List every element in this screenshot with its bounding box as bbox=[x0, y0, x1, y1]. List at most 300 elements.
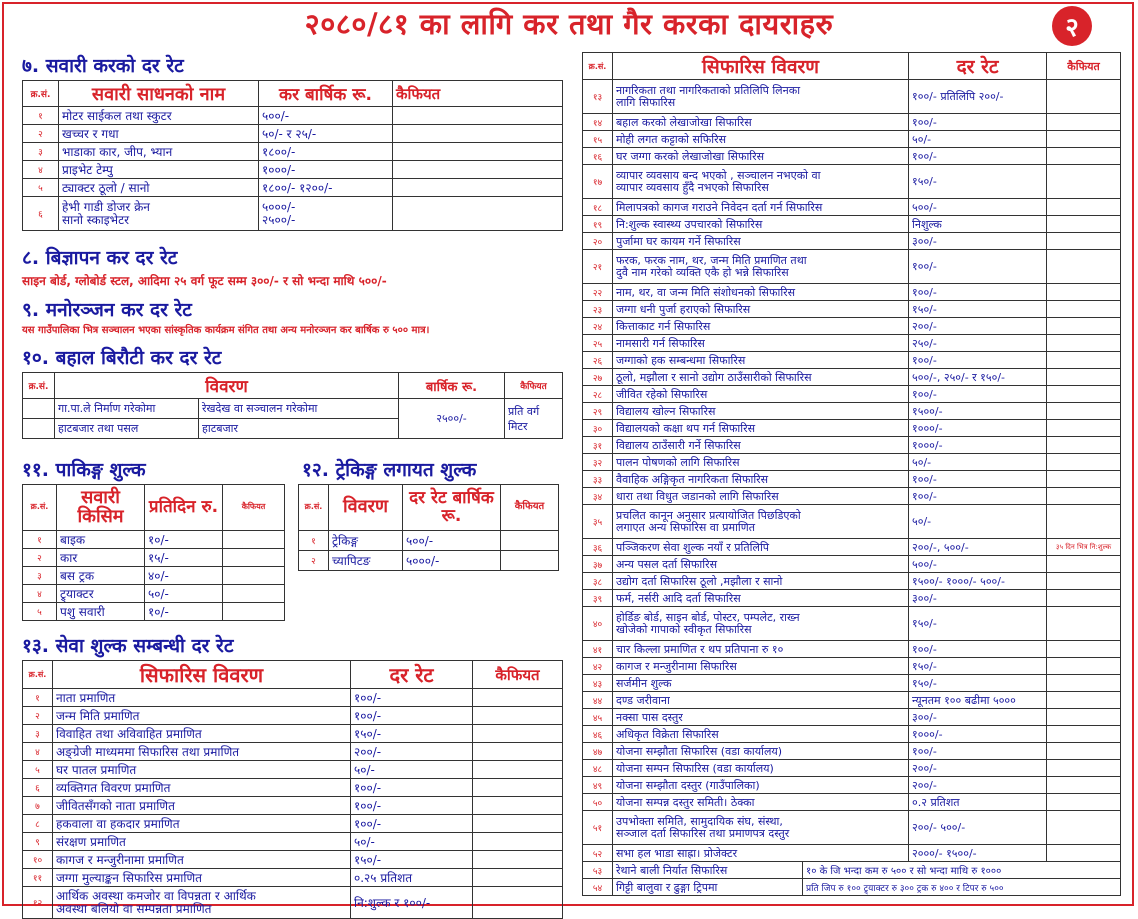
table-row bbox=[583, 743, 1121, 760]
row-remark bbox=[501, 531, 559, 551]
row-remark bbox=[223, 567, 285, 585]
row-sn: ३० bbox=[583, 420, 613, 437]
row-sn: १२ bbox=[23, 887, 53, 919]
table-row bbox=[583, 335, 1121, 352]
row-sn: ५ bbox=[23, 761, 53, 779]
row-remark bbox=[1047, 233, 1121, 250]
row-sn: २७ bbox=[583, 369, 613, 386]
row-desc: कित्ताकाट गर्न सिफारिस bbox=[613, 318, 909, 335]
row-remark bbox=[1047, 454, 1121, 471]
row-rate: २००/- bbox=[909, 318, 1047, 335]
row-desc: व्यक्तिगत विवरण प्रमाणित bbox=[53, 779, 351, 797]
row-rate: ५००/- bbox=[909, 556, 1047, 573]
rent-remark: प्रति वर्ग मिटर bbox=[505, 399, 563, 439]
row-sn: ५२ bbox=[583, 845, 613, 862]
row-remark bbox=[1047, 471, 1121, 488]
table-row bbox=[583, 590, 1121, 607]
row-rate: १००/- bbox=[351, 707, 473, 725]
table-row bbox=[583, 250, 1121, 284]
table-row bbox=[23, 725, 563, 743]
row-remark bbox=[393, 107, 563, 125]
row-remark bbox=[1047, 369, 1121, 386]
row-sn: ४ bbox=[23, 585, 57, 603]
table-row bbox=[23, 761, 563, 779]
row-rate: १८००/- bbox=[259, 143, 393, 161]
table-row bbox=[583, 811, 1121, 845]
row-sn: ७ bbox=[23, 797, 53, 815]
row-sn: ३५ bbox=[583, 505, 613, 539]
row-remark bbox=[1047, 505, 1121, 539]
table-row bbox=[583, 318, 1121, 335]
service-fee-table bbox=[22, 660, 563, 919]
row-desc: संरक्षण प्रमाणित bbox=[53, 833, 351, 851]
row-rate: १००/- bbox=[909, 352, 1047, 369]
row-remark bbox=[1047, 80, 1121, 114]
row-rate: १५०/- bbox=[909, 301, 1047, 318]
row-remark bbox=[1047, 692, 1121, 709]
table-row bbox=[583, 386, 1121, 403]
row-sn: १४ bbox=[583, 114, 613, 131]
row-sn: ५३ bbox=[583, 862, 613, 879]
row-desc: सभा हल भाडा साह्रा। प्रोजेक्टर bbox=[613, 845, 909, 862]
row-remark bbox=[1047, 675, 1121, 692]
tr-header-2: दर रेट bbox=[909, 53, 1047, 80]
row-rate: १५०/- bbox=[351, 725, 473, 743]
table-row bbox=[583, 607, 1121, 641]
row-remark bbox=[1047, 352, 1121, 369]
table-row bbox=[23, 549, 285, 567]
row-rate: १०००/- bbox=[909, 437, 1047, 454]
row-rate: १००/- bbox=[351, 797, 473, 815]
row-desc: नाता प्रमाणित bbox=[53, 689, 351, 707]
t11-header-2: प्रतिदिन रु. bbox=[145, 485, 223, 531]
row-sn: ४५ bbox=[583, 709, 613, 726]
row-desc: घर जग्गा करको लेखाजोखा सिफारिस bbox=[613, 148, 909, 165]
table-row bbox=[583, 845, 1121, 862]
row-rate: ५००/- bbox=[909, 199, 1047, 216]
row-rate: ०.२५ प्रतिशत bbox=[351, 869, 473, 887]
row-remark bbox=[1047, 216, 1121, 233]
row-rate: १५/- bbox=[145, 549, 223, 567]
table-row bbox=[23, 851, 563, 869]
table-row bbox=[583, 488, 1121, 505]
section-12-heading: १२. ट्रेकिङ्ग लगायत शुल्क bbox=[302, 459, 477, 481]
row-desc: विद्यालय ठाउँसारी गर्ने सिफारिस bbox=[613, 437, 909, 454]
row-desc: जीवित रहेको सिफारिस bbox=[613, 386, 909, 403]
row-sn: २१ bbox=[583, 250, 613, 284]
table-row bbox=[23, 797, 563, 815]
row-sn: ४२ bbox=[583, 658, 613, 675]
row-rate: प्रति जिप रु १०० ट्र्याक्टर रु ३०० ट्रक रु ४०० र टिपर रु ५०० bbox=[803, 879, 1121, 896]
table-row bbox=[23, 585, 285, 603]
row-sn: १ bbox=[23, 689, 53, 707]
row-desc: वैवाहिक अङ्गिकृत नागरिकता सिफारिस bbox=[613, 471, 909, 488]
row-desc: योजना सम्झौता सिफारिस (वडा कार्यालय) bbox=[613, 743, 909, 760]
row-desc: जन्म मिति प्रमाणित bbox=[53, 707, 351, 725]
table-row bbox=[583, 539, 1121, 556]
row-remark bbox=[473, 761, 563, 779]
t11-header-0: क्र.सं. bbox=[23, 485, 57, 531]
row-remark bbox=[1047, 658, 1121, 675]
row-desc: घर पातल प्रमाणित bbox=[53, 761, 351, 779]
recommendation-fee-table bbox=[582, 52, 1121, 896]
row-desc: बस ट्रक bbox=[57, 567, 145, 585]
row-desc: ट्रेकिङ्ग bbox=[329, 531, 403, 551]
row-sn: ४७ bbox=[583, 743, 613, 760]
row-desc: पशु सवारी bbox=[57, 603, 145, 621]
row-sn: ३१ bbox=[583, 437, 613, 454]
row-sn: १५ bbox=[583, 131, 613, 148]
t13-header-0: क्र.सं. bbox=[23, 661, 53, 689]
table-row bbox=[23, 107, 563, 125]
table-row bbox=[583, 233, 1121, 250]
row-rate: १०/- bbox=[145, 531, 223, 549]
row-sn: ३९ bbox=[583, 590, 613, 607]
table-row bbox=[583, 692, 1121, 709]
row-desc: होर्डिङ बोर्ड, साइन बोर्ड, पोस्टर, पम्पलेट, राख्न खोजेको गापाको स्वीकृत सिफारिस bbox=[613, 607, 909, 641]
row-rate: १००/- bbox=[909, 743, 1047, 760]
t12-header-0: क्र.सं. bbox=[299, 485, 329, 531]
page-title: २०८०/८१ का लागि कर तथा गैर करका दायराहरु bbox=[304, 7, 834, 41]
row-remark bbox=[1047, 760, 1121, 777]
row-sn: २५ bbox=[583, 335, 613, 352]
row-desc: कार bbox=[57, 549, 145, 567]
row-rate: १५००/- १०००/- ५००/- bbox=[909, 573, 1047, 590]
row-desc: नि:शुल्क स्वास्थ्य उपचारको सिफारिस bbox=[613, 216, 909, 233]
row-remark bbox=[473, 815, 563, 833]
row-sn: ५ bbox=[23, 603, 57, 621]
row-desc: च्यापिटङ bbox=[329, 551, 403, 571]
row-rate: १००/- bbox=[909, 471, 1047, 488]
row-rate: नि:शुल्क र १००/- bbox=[351, 887, 473, 919]
table-row bbox=[583, 165, 1121, 199]
row-remark bbox=[1047, 250, 1121, 284]
table-row bbox=[583, 777, 1121, 794]
table-row bbox=[23, 531, 285, 549]
row-rate: १५०/- bbox=[909, 607, 1047, 641]
table-row bbox=[23, 161, 563, 179]
trekking-fee-table bbox=[298, 484, 559, 571]
row-rate: ५०/- र २५/- bbox=[259, 125, 393, 143]
row-rate: २००/- ५००/- bbox=[909, 811, 1047, 845]
row-remark bbox=[1047, 148, 1121, 165]
table-row bbox=[583, 216, 1121, 233]
row-sn: २८ bbox=[583, 386, 613, 403]
row-sn: ३६ bbox=[583, 539, 613, 556]
table-row bbox=[583, 80, 1121, 114]
row-rate: २५०/- bbox=[909, 335, 1047, 352]
row-rate: १०००/- bbox=[259, 161, 393, 179]
section-13-heading: १३. सेवा शुल्क सम्बन्धी दर रेट bbox=[22, 635, 234, 657]
row-rate: २००/-, ५००/- bbox=[909, 539, 1047, 556]
row-remark bbox=[1047, 114, 1121, 131]
row-desc: विद्यालय खोल्न सिफारिस bbox=[613, 403, 909, 420]
row-desc: विवाहित तथा अविवाहित प्रमाणित bbox=[53, 725, 351, 743]
row-desc: भाडाका कार, जीप, भ्यान bbox=[59, 143, 259, 161]
row-sn: ४१ bbox=[583, 641, 613, 658]
row-desc: बाइक bbox=[57, 531, 145, 549]
row-desc: आर्थिक अवस्था कमजोर वा विपन्नता र आर्थिक अवस्था बलियो वा सम्पन्नता प्रमाणित bbox=[53, 887, 351, 919]
table-row bbox=[583, 420, 1121, 437]
row-remark bbox=[1047, 641, 1121, 658]
t11-header-3: कैफियत bbox=[223, 485, 285, 531]
table-row bbox=[583, 573, 1121, 590]
t12-header-1: विवरण bbox=[329, 485, 403, 531]
row-rate: ५०/- bbox=[909, 131, 1047, 148]
row-desc: प्रचलित कानून अनुसार प्रत्यायोजित पिछडिएको लगाएत अन्य सिफारिस वा प्रमाणित bbox=[613, 505, 909, 539]
table-row bbox=[583, 454, 1121, 471]
row-remark bbox=[1047, 403, 1121, 420]
row-remark bbox=[473, 833, 563, 851]
rent-tax-table bbox=[22, 372, 563, 439]
table-row bbox=[583, 301, 1121, 318]
row-sn: ३ bbox=[23, 725, 53, 743]
row-rate: ५०००/- bbox=[403, 551, 501, 571]
row-remark bbox=[393, 197, 563, 231]
row-rate: ५००/-, २५०/- र १५०/- bbox=[909, 369, 1047, 386]
row-remark bbox=[473, 707, 563, 725]
row-sn: ३२ bbox=[583, 454, 613, 471]
entertainment-tax-text: यस गाउँपालिका भित्र सञ्चालन भएका सांस्कृतिक कार्यक्रम संगित तथा अन्य मनोरञ्जन कर बार्षिक रु ५०० मात्र। bbox=[22, 325, 430, 336]
row-rate: १८००/- १२००/- bbox=[259, 179, 393, 197]
row-sn: ८ bbox=[23, 815, 53, 833]
table-row bbox=[583, 148, 1121, 165]
rent-cell: रेखदेख वा सञ्चालन गरेकोमा bbox=[199, 399, 399, 419]
row-rate: ५००/- bbox=[259, 107, 393, 125]
row-rate: १५०/- bbox=[909, 658, 1047, 675]
row-remark bbox=[1047, 590, 1121, 607]
row-desc: उपभोक्ता समिति, सामुदायिक संघ, संस्था, सञ्जाल दर्ता सिफारिस तथा प्रमाणपत्र दस्तुर bbox=[613, 811, 909, 845]
row-sn: १० bbox=[23, 851, 53, 869]
row-rate: ५०/- bbox=[351, 761, 473, 779]
row-sn: ४३ bbox=[583, 675, 613, 692]
row-sn: ५ bbox=[23, 179, 59, 197]
row-desc: धारा तथा विधुत जडानको लागि सिफारिस bbox=[613, 488, 909, 505]
row-desc: रेथाने बाली निर्यात सिफारिस bbox=[613, 862, 803, 879]
row-sn: ३३ bbox=[583, 471, 613, 488]
row-desc: जग्गा मुल्याङ्कन सिफारिस प्रमाणित bbox=[53, 869, 351, 887]
table-row bbox=[583, 199, 1121, 216]
row-rate: १००/- bbox=[909, 386, 1047, 403]
rent-header-desc: विवरण bbox=[55, 373, 399, 399]
row-sn: २२ bbox=[583, 284, 613, 301]
row-rate: ५०/- bbox=[351, 833, 473, 851]
section-11-heading: ११. पाकिङ्ग शुल्क bbox=[22, 459, 146, 481]
tr-header-0: क्र.सं. bbox=[583, 53, 613, 80]
row-desc: चार किल्ला प्रमाणित र थप प्रतिपाना रु १० bbox=[613, 641, 909, 658]
row-rate: निशुल्क bbox=[909, 216, 1047, 233]
row-desc: ट्याक्टर ठूलो / सानो bbox=[59, 179, 259, 197]
table-row bbox=[583, 709, 1121, 726]
row-rate: १५०/- bbox=[909, 165, 1047, 199]
row-sn: १८ bbox=[583, 199, 613, 216]
row-sn: २ bbox=[299, 551, 329, 571]
row-sn: ११ bbox=[23, 869, 53, 887]
row-desc: हेभी गाडी डोजर क्रेन सानो स्काइभेटर bbox=[59, 197, 259, 231]
row-remark bbox=[1047, 199, 1121, 216]
row-desc: बहाल करको लेखाजोखा सिफारिस bbox=[613, 114, 909, 131]
row-remark bbox=[393, 143, 563, 161]
row-sn: २ bbox=[23, 125, 59, 143]
row-desc: व्यापार व्यवसाय बन्द भएको , सञ्चालन नभएको वा व्यापार व्यवसाय हुँदै नभएको सिफारिस bbox=[613, 165, 909, 199]
page-number-badge: २ bbox=[1052, 6, 1092, 46]
table-row bbox=[299, 531, 559, 551]
row-desc: ट्र्याक्टर bbox=[57, 585, 145, 603]
table-row bbox=[23, 779, 563, 797]
row-sn: ५० bbox=[583, 794, 613, 811]
table-row bbox=[583, 471, 1121, 488]
row-desc: गिट्टी बालुवा र ढुङ्गा ट्रिपमा bbox=[613, 879, 803, 896]
table-row bbox=[23, 815, 563, 833]
row-remark bbox=[473, 725, 563, 743]
row-desc: जग्गा धनी पुर्जा हराएको सिफारिस bbox=[613, 301, 909, 318]
row-remark bbox=[393, 161, 563, 179]
row-desc: कागज र मन्जुरीनामा प्रमाणित bbox=[53, 851, 351, 869]
row-sn: ५१ bbox=[583, 811, 613, 845]
row-desc: योजना सम्झौता दस्तुर (गाउँपालिका) bbox=[613, 777, 909, 794]
row-rate: १००/- bbox=[909, 488, 1047, 505]
row-rate: ३००/- bbox=[909, 709, 1047, 726]
row-rate: १००/- bbox=[351, 779, 473, 797]
row-rate: १००/- bbox=[909, 114, 1047, 131]
table-row bbox=[23, 125, 563, 143]
table-row bbox=[23, 689, 563, 707]
row-sn: १९ bbox=[583, 216, 613, 233]
row-desc: नामसारी गर्न सिफारिस bbox=[613, 335, 909, 352]
table-row bbox=[583, 675, 1121, 692]
rent-cell: गा.पा.ले निर्माण गरेकोमा bbox=[55, 399, 199, 419]
t13-header-1: सिफारिस विवरण bbox=[53, 661, 351, 689]
t7-header-3: कैफियत bbox=[393, 81, 563, 107]
table-row bbox=[583, 403, 1121, 420]
table-row bbox=[583, 726, 1121, 743]
table-row bbox=[23, 833, 563, 851]
row-desc: मोही लगत कट्टाको सफिरिस bbox=[613, 131, 909, 148]
table-row bbox=[583, 794, 1121, 811]
row-remark bbox=[223, 585, 285, 603]
row-rate: ५०/- bbox=[145, 585, 223, 603]
row-rate: २००/- bbox=[909, 760, 1047, 777]
row-desc: पालन पोषणको लागि सिफारिस bbox=[613, 454, 909, 471]
t7-header-0: क्र.सं. bbox=[23, 81, 59, 107]
row-sn: ५४ bbox=[583, 879, 613, 896]
row-remark bbox=[473, 779, 563, 797]
row-desc: जग्गाको हक सम्बन्धमा सिफारिस bbox=[613, 352, 909, 369]
row-desc: पुर्जामा घर कायम गर्ने सिफारिस bbox=[613, 233, 909, 250]
row-remark bbox=[473, 797, 563, 815]
row-sn: २ bbox=[23, 549, 57, 567]
row-desc: फर्म, नर्सरी आदि दर्ता सिफारिस bbox=[613, 590, 909, 607]
row-sn: ४९ bbox=[583, 777, 613, 794]
row-desc: कागज र मन्जुरीनामा सिफारिस bbox=[613, 658, 909, 675]
parking-fee-table bbox=[22, 484, 285, 621]
row-rate: १००/- bbox=[351, 815, 473, 833]
t13-header-2: दर रेट bbox=[351, 661, 473, 689]
row-sn: ३४ bbox=[583, 488, 613, 505]
row-remark bbox=[1047, 301, 1121, 318]
row-rate: १० के जि भन्दा कम रु ५०० र सो भन्दा माथि रु १००० bbox=[803, 862, 1121, 879]
row-sn: १ bbox=[23, 107, 59, 125]
t7-header-1: सवारी साधनको नाम bbox=[59, 81, 259, 107]
section-9-heading: ९. मनोरञ्जन कर दर रेट bbox=[22, 299, 192, 321]
row-sn: ३ bbox=[23, 143, 59, 161]
rent-rate: २५००/- bbox=[399, 399, 505, 439]
row-remark bbox=[1047, 488, 1121, 505]
row-rate: १००/- प्रतिलिपि २००/- bbox=[909, 80, 1047, 114]
row-rate: १००/- bbox=[351, 689, 473, 707]
table-row bbox=[583, 352, 1121, 369]
row-desc: फरक, फरक नाम, थर, जन्म मिति प्रमाणित तथा दुवै नाम गरेको व्यक्ति एकै हो भन्ने सिफारिस bbox=[613, 250, 909, 284]
row-rate: २००/- bbox=[351, 743, 473, 761]
row-sn: ४ bbox=[23, 743, 53, 761]
t13-header-3: कैफियत bbox=[473, 661, 563, 689]
row-sn: १६ bbox=[583, 148, 613, 165]
rent-header-sn: क्र.सं. bbox=[23, 373, 55, 399]
row-sn: २३ bbox=[583, 301, 613, 318]
row-sn: ३८ bbox=[583, 573, 613, 590]
tr-header-3: कैफियत bbox=[1047, 53, 1121, 80]
row-sn: ४० bbox=[583, 607, 613, 641]
row-remark bbox=[1047, 420, 1121, 437]
row-remark bbox=[473, 851, 563, 869]
row-remark bbox=[1047, 386, 1121, 403]
row-sn: १ bbox=[23, 531, 57, 549]
row-remark bbox=[223, 531, 285, 549]
vehicle-tax-table bbox=[22, 80, 563, 231]
row-rate: ०.२ प्रतिशत bbox=[909, 794, 1047, 811]
table-row bbox=[23, 869, 563, 887]
row-desc: प्राइभेट टेम्पु bbox=[59, 161, 259, 179]
row-remark bbox=[1047, 284, 1121, 301]
row-desc: ठूलो, मझौला र सानो उद्योग ठाउँसारीको सिफारिस bbox=[613, 369, 909, 386]
table-row bbox=[583, 369, 1121, 386]
row-desc: अधिकृत विक्रेता सिफारिस bbox=[613, 726, 909, 743]
row-remark bbox=[1047, 794, 1121, 811]
row-desc: जीवितसँगको नाता प्रमाणित bbox=[53, 797, 351, 815]
row-sn: ६ bbox=[23, 197, 59, 231]
table-row bbox=[23, 197, 563, 231]
row-sn: २६ bbox=[583, 352, 613, 369]
row-remark bbox=[1047, 556, 1121, 573]
table-row bbox=[583, 437, 1121, 454]
row-rate: ३००/- bbox=[909, 590, 1047, 607]
table-row bbox=[23, 179, 563, 197]
row-remark bbox=[1047, 131, 1121, 148]
row-remark bbox=[393, 179, 563, 197]
row-desc: दण्ड जरीवाना bbox=[613, 692, 909, 709]
row-rate: १००/- bbox=[909, 148, 1047, 165]
row-remark bbox=[1047, 165, 1121, 199]
row-rate: १००/- bbox=[909, 250, 1047, 284]
table-row bbox=[23, 567, 285, 585]
table-row bbox=[583, 556, 1121, 573]
row-desc: मोटर साईकल तथा स्कुटर bbox=[59, 107, 259, 125]
t12-header-3: कैफियत bbox=[501, 485, 559, 531]
row-remark bbox=[473, 689, 563, 707]
row-desc: मिलापत्रको कागज गराउने निवेदन दर्ता गर्न सिफारिस bbox=[613, 199, 909, 216]
row-desc: पञ्जिकरण सेवा शुल्क नयाँ र प्रतिलिपि bbox=[613, 539, 909, 556]
row-desc: नागरिकता तथा नागरिकताको प्रतिलिपि लिनका लागि सिफारिस bbox=[613, 80, 909, 114]
rent-cell: हाटबजार bbox=[199, 419, 399, 439]
row-rate: ५०००/- २५००/- bbox=[259, 197, 393, 231]
row-remark bbox=[1047, 777, 1121, 794]
row-sn: ४६ bbox=[583, 726, 613, 743]
table-row bbox=[583, 284, 1121, 301]
row-rate: ५०/- bbox=[909, 454, 1047, 471]
row-desc: अन्य पसल दर्ता सिफारिस bbox=[613, 556, 909, 573]
table-row bbox=[299, 551, 559, 571]
table-row bbox=[23, 887, 563, 919]
